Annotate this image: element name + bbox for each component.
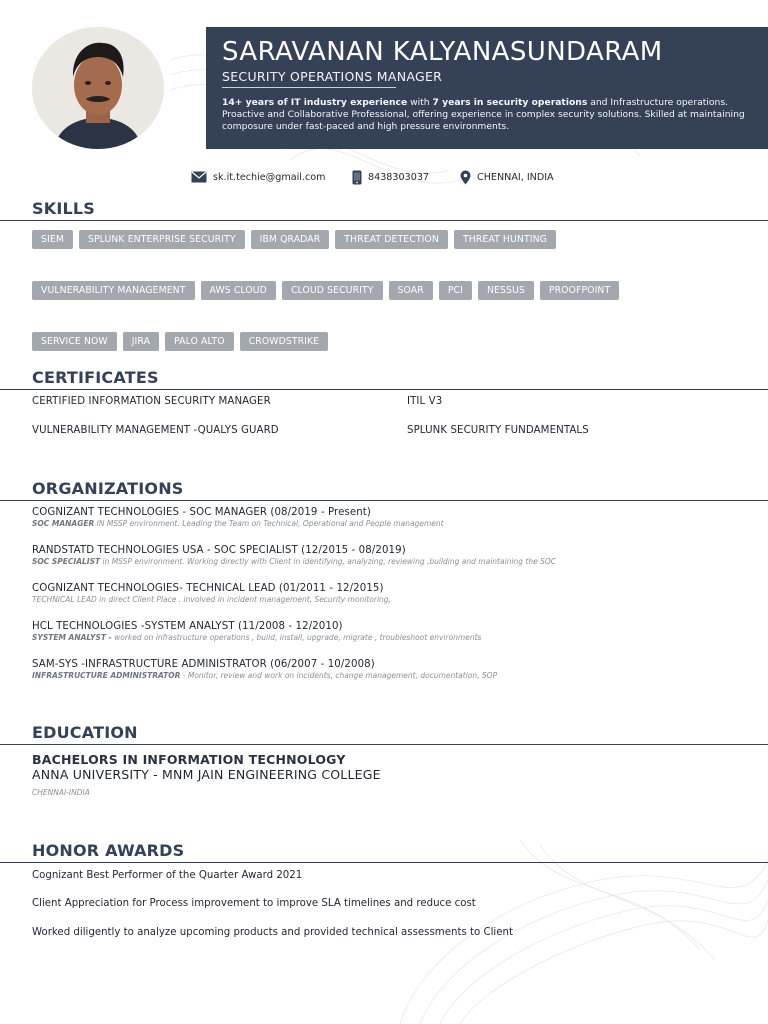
avatar-illustration bbox=[32, 27, 164, 149]
skill-tag: SOAR bbox=[389, 281, 433, 300]
certificate-item: VULNERABILITY MANAGEMENT -QUALYS GUARD bbox=[32, 425, 279, 436]
summary-text-2: and Infrastructure operations. Proactive and Collaborative Professional, offering experience in complex security solutions. Skilled at maintaining composure under fast-paced and high pressure environments. bbox=[222, 97, 745, 132]
education-degree: BACHELORS IN INFORMATION TECHNOLOGY bbox=[32, 752, 346, 767]
organization-description bbox=[32, 519, 752, 528]
organization-title: RANDSTATD TECHNOLOGIES USA - SOC SPECIALIST (12/2015 - 08/2019) bbox=[32, 545, 406, 556]
organization-role: SOC SPECIALIST bbox=[32, 557, 101, 566]
organization-title: SAM-SYS -INFRASTRUCTURE ADMINISTRATOR (06/2007 - 10/2008) bbox=[32, 659, 375, 670]
skill-tag: THREAT HUNTING bbox=[454, 230, 556, 249]
email-text[interactable]: sk.it.techie@gmail.com bbox=[213, 171, 326, 183]
skill-tag: CLOUD SECURITY bbox=[282, 281, 383, 300]
header-banner bbox=[206, 27, 768, 149]
certificates-divider bbox=[0, 389, 768, 390]
organization-role: SOC MANAGER bbox=[32, 519, 95, 528]
organization-description bbox=[32, 671, 752, 680]
organizations-divider bbox=[0, 500, 768, 501]
summary-highlight-experience: 14+ years of IT industry experience bbox=[222, 97, 408, 108]
organization-title: HCL TECHNOLOGIES -SYSTEM ANALYST (11/2008 - 12/2010) bbox=[32, 621, 343, 632]
role-underline bbox=[222, 87, 396, 88]
skill-tag: SERVICE NOW bbox=[32, 332, 117, 351]
profile-summary bbox=[222, 97, 754, 133]
skills-heading: SKILLS bbox=[32, 199, 95, 218]
skill-tag: NESSUS bbox=[478, 281, 534, 300]
organization-desc-text: IN MSSP environment. Leading the Team on Technical, Operational and People management bbox=[94, 519, 444, 528]
skill-tag: VULNERABILITY MANAGEMENT bbox=[32, 281, 195, 300]
location-pin-icon bbox=[460, 170, 471, 185]
profile-photo bbox=[32, 27, 164, 149]
envelope-icon bbox=[191, 171, 207, 183]
skills-divider bbox=[0, 220, 768, 221]
award-item: Cognizant Best Performer of the Quarter Award 2021 bbox=[32, 870, 303, 881]
awards-divider bbox=[0, 862, 768, 863]
certificate-item: ITIL V3 bbox=[407, 396, 443, 407]
education-heading: EDUCATION bbox=[32, 723, 138, 742]
skill-tag: AWS CLOUD bbox=[201, 281, 276, 300]
education-divider bbox=[0, 744, 768, 745]
organization-desc-text: - Monitor, review and work on incidents, change management, documentation, SOP bbox=[180, 671, 498, 680]
organization-entry bbox=[32, 507, 752, 528]
phone-icon bbox=[352, 170, 362, 185]
organization-desc-text: worked on infrastructure operations , build, install, upgrade, migrate , troubleshoot environments bbox=[111, 633, 482, 642]
award-item: Worked diligently to analyze upcoming products and provided technical assessments to Client bbox=[32, 927, 513, 938]
organization-description bbox=[32, 557, 752, 566]
certificate-item: CERTIFIED INFORMATION SECURITY MANAGER bbox=[32, 396, 271, 407]
contact-row bbox=[0, 168, 768, 186]
skills-tag-list bbox=[32, 230, 732, 351]
education-school: ANNA UNIVERSITY - MNM JAIN ENGINEERING COLLEGE bbox=[32, 767, 381, 782]
skill-tag: SIEM bbox=[32, 230, 73, 249]
skill-tag: THREAT DETECTION bbox=[335, 230, 448, 249]
organization-title: COGNIZANT TECHNOLOGIES- TECHNICAL LEAD (01/2011 - 12/2015) bbox=[32, 583, 384, 594]
contact-phone bbox=[352, 168, 429, 186]
organization-role: SYSTEM ANALYST - bbox=[32, 633, 112, 642]
education-location: CHENNAI-INDIA bbox=[32, 788, 90, 797]
contact-email bbox=[191, 168, 325, 186]
organization-entry bbox=[32, 659, 752, 680]
summary-highlight-security: 7 years in security operations bbox=[432, 97, 588, 108]
contact-location bbox=[460, 168, 554, 186]
skill-tag: PALO ALTO bbox=[165, 332, 234, 351]
organization-entry bbox=[32, 621, 752, 642]
skill-tag: PROOFPOINT bbox=[540, 281, 619, 300]
skill-tag: IBM QRADAR bbox=[251, 230, 330, 249]
awards-heading: HONOR AWARDS bbox=[32, 841, 185, 860]
location-text: CHENNAI, INDIA bbox=[477, 171, 554, 183]
organization-description bbox=[32, 633, 752, 642]
organization-role: INFRASTRUCTURE ADMINISTRATOR bbox=[32, 671, 181, 680]
skill-tag: SPLUNK ENTERPRISE SECURITY bbox=[79, 230, 245, 249]
candidate-name: SARAVANAN KALYANASUNDARAM bbox=[222, 37, 663, 67]
summary-text-1: with bbox=[407, 97, 433, 108]
organization-entry bbox=[32, 545, 752, 566]
certificates-heading: CERTIFICATES bbox=[32, 368, 159, 387]
organization-description bbox=[32, 595, 752, 604]
organizations-heading: ORGANIZATIONS bbox=[32, 479, 184, 498]
organization-desc-text: TECHNICAL LEAD in direct Client Place . involved in incident management, Security monitoring, bbox=[32, 595, 391, 604]
candidate-role: SECURITY OPERATIONS MANAGER bbox=[222, 69, 443, 84]
award-item: Client Appreciation for Process improvement to improve SLA timelines and reduce cost bbox=[32, 898, 476, 909]
skill-tag: JIRA bbox=[123, 332, 159, 351]
organization-title: COGNIZANT TECHNOLOGIES - SOC MANAGER (08/2019 - Present) bbox=[32, 507, 371, 518]
skill-tag: CROWDSTRIKE bbox=[240, 332, 328, 351]
skill-tag: PCI bbox=[439, 281, 472, 300]
certificate-item: SPLUNK SECURITY FUNDAMENTALS bbox=[407, 425, 589, 436]
phone-text[interactable]: 8438303037 bbox=[368, 171, 430, 183]
organization-entry bbox=[32, 583, 752, 604]
organization-desc-text: in MSSP environment. Working directly with Client in identifying, analyzing, reviewing ,building and maintaining the SOC bbox=[100, 557, 556, 566]
